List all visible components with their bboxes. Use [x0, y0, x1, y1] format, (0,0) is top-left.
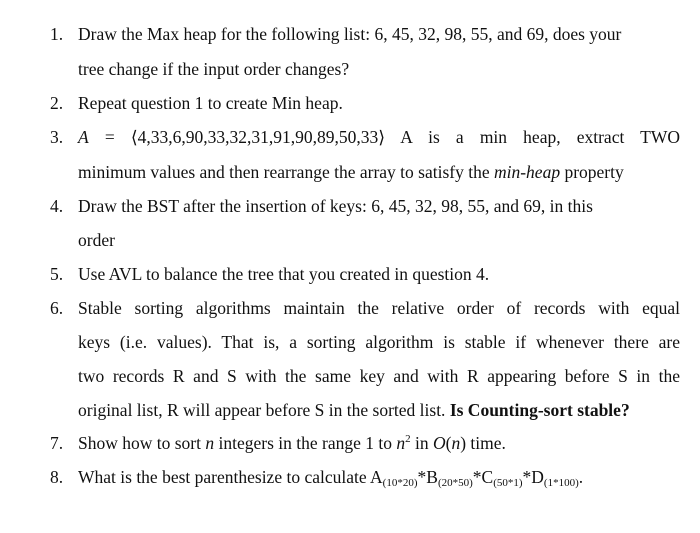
q7-var-n2: n [396, 433, 406, 453]
q3-w-extract: extract [576, 127, 625, 147]
q8-text-c: *C [472, 467, 494, 487]
q7-text-c: in [410, 433, 433, 453]
q1-line2: tree change if the input order changes? [78, 59, 350, 79]
q8-sub-d: (1*100) [543, 477, 579, 489]
q3-w-is: is [428, 127, 440, 147]
q8-sub-c: (50*1) [493, 477, 523, 489]
q3-number: 3. [50, 127, 64, 147]
q8-text-a: What is the best parenthesize to calculate A [78, 467, 383, 487]
q8-text-e: . [578, 467, 584, 487]
q3-array: ⟨4,33,6,90,33,32,31,91,90,89,50,33⟩ [130, 127, 386, 147]
q3-line2-em: min-heap [493, 162, 561, 182]
q7-sup: 2 [405, 433, 411, 445]
q8-text-d: *D [522, 467, 544, 487]
q3-w-a: A [400, 127, 412, 147]
q3-equals: = [104, 127, 115, 147]
q3-w-two: TWO [640, 127, 680, 147]
q6-line2: keys (i.e. values). That is, a sorting algorithm is stable if whenever there are [78, 332, 680, 352]
q8-sub-b: (20*50) [437, 477, 473, 489]
q6-line4 [78, 398, 680, 422]
q5-number: 5. [50, 264, 64, 284]
q7-var-n1: n [205, 433, 215, 453]
q4-number: 4. [50, 196, 64, 216]
q7-text-d: ( [445, 433, 452, 453]
q4-line1: Draw the BST after the insertion of keys: 6, 45, 32, 98, 55, and 69, in this [78, 196, 593, 216]
q6-line4-bold: Is Counting-sort stable? [449, 400, 630, 420]
q7-var-n3: n [451, 433, 461, 453]
q3-line2-a: minimum values and then rearrange the array to satisfy the [78, 162, 494, 182]
q3-w-min: min [479, 127, 508, 147]
q6-line4-plain: original list, R will appear before S in the sorted list. [78, 400, 450, 420]
q8-sub-a: (10*20) [382, 477, 418, 489]
q7-var-o: O [433, 433, 446, 453]
q3-line2-b: property [560, 162, 624, 182]
q2-line1: Repeat question 1 to create Min heap. [78, 93, 343, 113]
q7-line1 [78, 431, 680, 455]
q8-line1 [78, 465, 680, 489]
q8-text-b: *B [417, 467, 438, 487]
q3-var-a: A [78, 127, 89, 147]
q3-w-heap: heap, [523, 127, 561, 147]
q7-text-a: Show how to sort [78, 433, 206, 453]
q5-line1: Use AVL to balance the tree that you created in question 4. [78, 264, 490, 284]
q6-number: 6. [50, 298, 64, 318]
q6-line3: two records R and S with the same key and with R appearing before S in the [78, 366, 680, 386]
q1-number: 1. [50, 24, 64, 44]
q2-number: 2. [50, 93, 64, 113]
q3-w-a2: a [455, 127, 464, 147]
q4-line2: order [78, 230, 115, 250]
q6-line1: Stable sorting algorithms maintain the relative order of records with equal [78, 298, 680, 318]
q7-text-e: ) time. [460, 433, 506, 453]
q7-text-b: integers in the range 1 to [214, 433, 397, 453]
q3-line2 [78, 160, 680, 184]
q1-line1: Draw the Max heap for the following list: 6, 45, 32, 98, 55, and 69, does your [78, 24, 622, 44]
q3-line1 [78, 125, 680, 149]
q7-number: 7. [50, 433, 64, 453]
q8-number: 8. [50, 467, 64, 487]
